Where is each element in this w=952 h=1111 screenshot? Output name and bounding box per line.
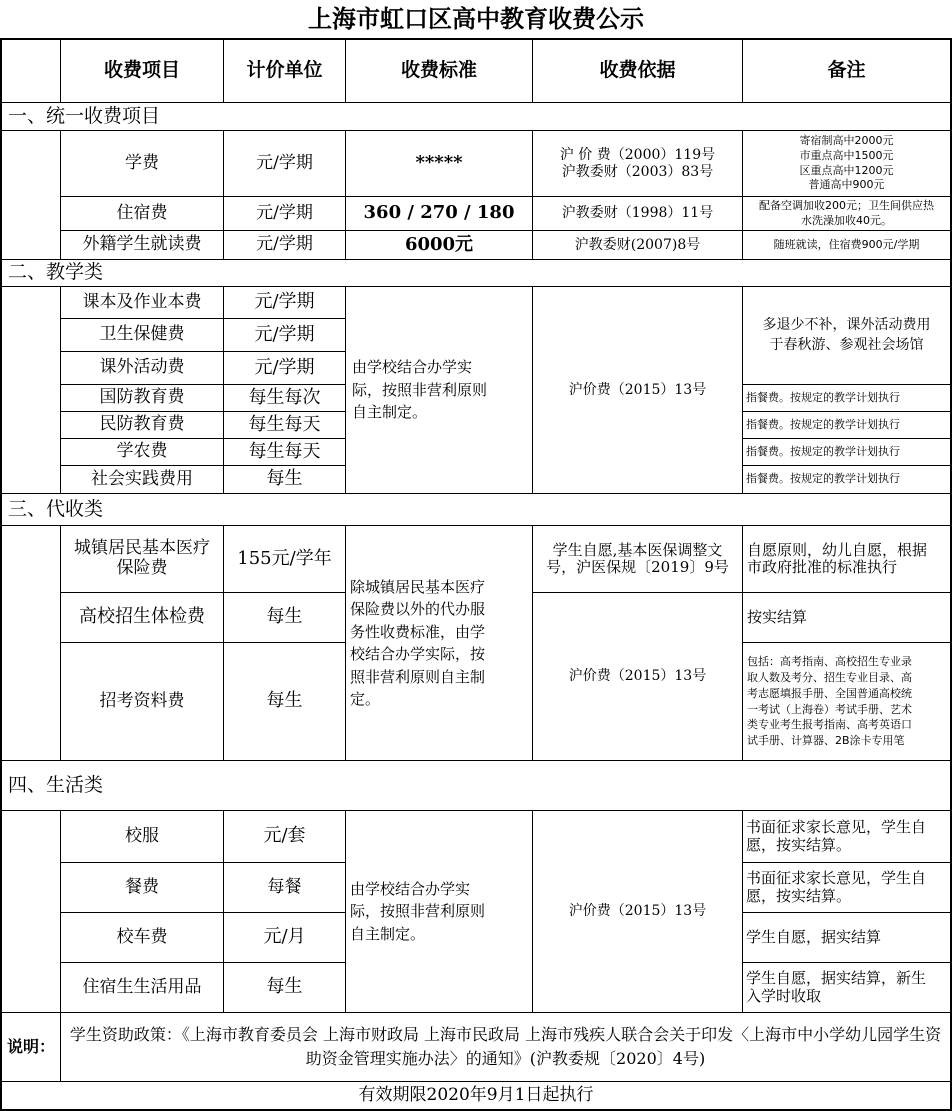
- note-line: 入学时收取: [746, 986, 822, 1005]
- unit-exam: 每生: [266, 606, 303, 628]
- note-line: 寄宿制高中2000元: [799, 133, 894, 147]
- standard-line: 由学校结合办学实: [352, 358, 473, 377]
- unit-insurance: 155元/学年: [237, 547, 332, 569]
- unit-tuition: 元/学期: [256, 152, 313, 173]
- note-supplies: [743, 963, 950, 1012]
- note-meals: [743, 863, 950, 912]
- note-line: 市政府批准的标准执行: [747, 558, 898, 576]
- section-title-unified: 一、统一收费项目: [8, 104, 161, 127]
- standard-boarding: 360 / 270 / 180: [363, 202, 515, 224]
- note-meal: 指餐费。按规定的教学计划执行: [746, 417, 900, 431]
- note-line: 市重点高中1500元: [799, 148, 894, 162]
- header-unit: 计价单位: [246, 59, 323, 82]
- item-exam: 高校招生体检费: [79, 606, 205, 628]
- item-line: 保险费: [116, 558, 168, 578]
- standard-line: 照非营利原则自主制: [350, 667, 486, 686]
- note-uniform: [743, 811, 950, 862]
- unit-bus: 元/月: [263, 926, 306, 948]
- note-line: 水洗澡加收40元。: [801, 213, 892, 227]
- standard-tuition: *****: [415, 152, 463, 174]
- item-practice: 社会实践费用: [91, 468, 193, 489]
- item-line: 城镇居民基本医疗: [74, 538, 210, 559]
- note-insurance: [743, 526, 950, 592]
- item-supplies: 住宿生生活用品: [82, 976, 202, 997]
- item-materials: 招考资料费: [99, 690, 185, 711]
- unit-practice: 每生: [266, 468, 303, 490]
- header-item: 收费项目: [103, 59, 180, 82]
- page-title: 上海市虹口区高中教育收费公示: [308, 4, 644, 34]
- header-standard: 收费标准: [400, 59, 477, 82]
- item-civil-defense: 民防教育费: [99, 414, 185, 435]
- note-line: 配备空调加收200元；卫生间供应热: [759, 199, 934, 213]
- note-line: 一考试（上海卷）考试手册、艺术: [747, 702, 912, 716]
- unit-meals: 每餐: [267, 876, 302, 897]
- standard-line: 际，按照非营利原则: [352, 380, 488, 399]
- note-meal: 指餐费。按规定的教学计划执行: [746, 390, 900, 404]
- standard-line: 由学校结合办学实: [350, 879, 471, 898]
- standard-teaching: [346, 287, 532, 493]
- header-basis: 收费依据: [599, 59, 676, 82]
- note-line: 区重点高中1200元: [799, 163, 894, 177]
- note-line: 普通高中900元: [808, 178, 885, 192]
- note-line: 类专业考生报考指南、高考英语口: [747, 718, 912, 732]
- item-textbook: 课本及作业本费: [82, 291, 202, 312]
- section-title-collect: 三、代收类: [8, 497, 104, 520]
- item-bus: 校车费: [116, 926, 168, 947]
- item-foreign: 外籍学生就读费: [82, 234, 202, 255]
- basis-foreign: 沪教委财(2007)8号: [574, 236, 701, 253]
- unit-defense: 每生每次: [248, 386, 321, 408]
- basis-teaching: 沪价费（2015）13号: [568, 381, 707, 398]
- unit-farming: 每生每天: [248, 440, 321, 462]
- basis-line: 沪教委财（2003）83号: [561, 163, 714, 180]
- table-border-left: [0, 38, 2, 1111]
- unit-uniform: 元/套: [263, 825, 306, 847]
- note-tuition: [743, 131, 950, 196]
- standard-line: 除城镇居民基本医疗: [350, 577, 486, 596]
- item-insurance: [61, 526, 223, 592]
- unit-health: 元/学期: [254, 323, 315, 345]
- standard-line: 保险费以外的代办服: [350, 600, 486, 618]
- unit-foreign: 元/学期: [256, 234, 313, 255]
- validity-footer: 有效期限2020年9月1日起执行: [358, 1084, 594, 1105]
- item-activity: 课外活动费: [99, 357, 185, 378]
- standard-line: 自主制定。: [350, 924, 426, 943]
- unit-supplies: 每生: [266, 976, 303, 998]
- note-teaching: [743, 287, 950, 384]
- note-foreign: 随班就读，住宿费900元/学期: [773, 237, 920, 251]
- standard-line: 际，按照非营利原则: [350, 902, 486, 921]
- standard-line: 务性收费标准，由学: [350, 622, 486, 641]
- basis-collect: 沪价费（2015）13号: [568, 668, 707, 685]
- note-line: 愿，按实结算。: [746, 886, 852, 905]
- item-health: 卫生保健费: [99, 324, 185, 345]
- basis-line: 沪 价 费（2000）119号: [559, 147, 716, 164]
- standard-foreign: 6000元: [404, 233, 474, 255]
- unit-activity: 元/学期: [254, 356, 315, 378]
- section-title-living: 四、生活类: [8, 773, 104, 796]
- note-line: 自愿原则，幼儿自愿，根据: [747, 540, 928, 559]
- unit-boarding: 元/学期: [256, 202, 313, 223]
- header-note: 备注: [827, 59, 866, 82]
- basis-tuition: [533, 131, 742, 196]
- standard-line: 定。: [350, 690, 381, 708]
- note-meal: 指餐费。按规定的教学计划执行: [746, 444, 900, 458]
- note-line: 取人数及考分、招生专业目录、高: [747, 670, 912, 684]
- item-farming: 学农费: [116, 441, 168, 462]
- note-line: 考志愿填报手册、全国普通高校统: [747, 686, 912, 700]
- section-title-teaching: 二、教学类: [8, 261, 104, 284]
- basis-insurance: [533, 526, 742, 592]
- unit-civil-defense: 每生每天: [248, 413, 321, 435]
- note-bus: 学生自愿，据实结算: [746, 927, 882, 946]
- basis-living: 沪价费（2015）13号: [568, 903, 707, 920]
- standard-living: [346, 811, 532, 1012]
- note-line: 书面征求家长意见，学生自: [746, 818, 927, 837]
- standard-line: 自主制定。: [352, 403, 428, 422]
- unit-materials: 每生: [266, 690, 303, 712]
- note-line: 试手册、计算器、2B涂卡专用笔: [747, 734, 905, 748]
- item-uniform: 校服: [125, 825, 159, 846]
- basis-line: 号，沪医保规〔2019〕9号: [546, 558, 729, 576]
- basis-line: 学生自愿,基本医保调整文: [552, 540, 723, 559]
- standard-line: 校结合办学实际，按: [350, 645, 486, 663]
- item-tuition: 学费: [125, 152, 159, 173]
- note-materials: [743, 643, 950, 760]
- basis-boarding: 沪教委财（1998）11号: [561, 205, 714, 222]
- standard-collect: [346, 526, 532, 760]
- note-exam: 按实结算: [747, 607, 808, 626]
- item-defense: 国防教育费: [99, 387, 185, 408]
- unit-textbook: 元/学期: [254, 291, 315, 313]
- note-boarding: [743, 197, 950, 230]
- note-meal: 指餐费。按规定的教学计划执行: [746, 472, 900, 486]
- item-meals: 餐费: [125, 876, 159, 897]
- note-line: 愿，按实结算。: [746, 835, 852, 854]
- note-line: 于春秋游、参观社会场馆: [769, 336, 924, 353]
- explain-text: 学生资助政策：《上海市教育委员会 上海市财政局 上海市民政局 上海市残疾人联合会关于印发〈上海市中小学幼儿园学生资助资金管理实施办法〉的通知》(沪教委规〔2020〕4号): [69, 1025, 942, 1068]
- note-line: 多退少不补，课外活动费用: [762, 316, 931, 333]
- note-line: 学生自愿，据实结算，新生: [746, 969, 927, 988]
- item-boarding: 住宿费: [116, 202, 168, 223]
- note-line: 书面征求家长意见，学生自: [746, 869, 927, 888]
- note-line: 包括：高考指南、高校招生专业录: [747, 654, 912, 668]
- explain-label: 说明：: [6, 1036, 55, 1056]
